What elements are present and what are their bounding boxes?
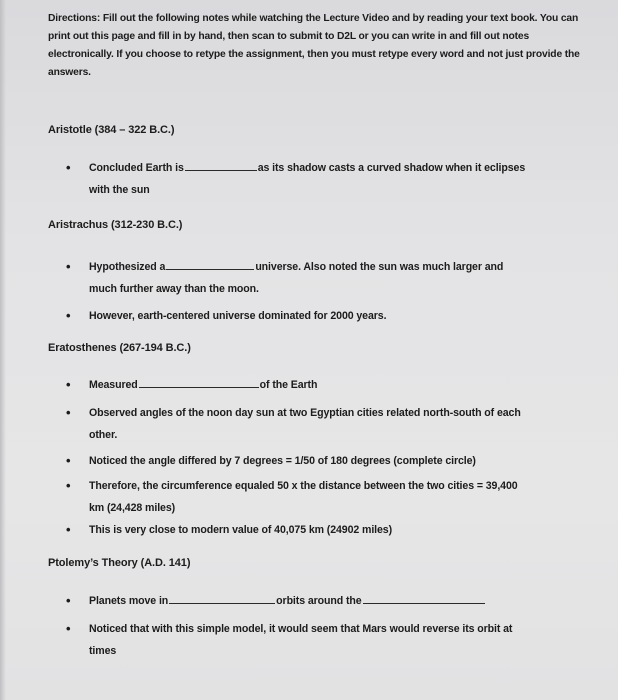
bullet-text: universe. Also noted the sun was much larger and: [255, 261, 504, 273]
bullet-dot-icon: •: [66, 259, 71, 274]
bullet-ptolemy-1: [66, 590, 566, 612]
directions-label: Directions:: [48, 13, 101, 24]
bullet-dot-icon: •: [66, 377, 71, 392]
fill-in-blank[interactable]: [139, 376, 259, 388]
bullet-eratosthenes-5: [66, 519, 566, 541]
bullet-eratosthenes-1: [66, 374, 566, 396]
bullet-aristrachus-2: [66, 305, 566, 327]
bullet-dot-icon: •: [66, 308, 71, 323]
bullet-dot-icon: •: [66, 621, 71, 636]
bullet-text: Concluded Earth is: [89, 162, 184, 174]
bullet-text-continued: much further away than the moon.: [89, 283, 259, 295]
bullet-eratosthenes-2: [66, 402, 566, 446]
bullet-eratosthenes-4: [66, 475, 566, 519]
heading-aristotle: Aristotle (384 – 322 B.C.): [48, 124, 175, 136]
heading-aristrachus: Aristrachus (312-230 B.C.): [48, 219, 183, 231]
bullet-text: This is very close to modern value of 40,075 km (24902 miles): [89, 524, 393, 536]
bullet-aristrachus-1: [66, 256, 566, 300]
bullet-text: Planets move in: [89, 595, 169, 607]
directions-text: Fill out the following notes while watching the Lecture Video and by reading your text book. You can print out this page and fill in by hand, then scan to submit to D2L or you can write in and fill out notes electronically. If you choose to retype the assignment, then you must retype every word and not just provide the answers.: [48, 13, 580, 78]
bullet-dot-icon: •: [66, 453, 71, 468]
bullet-text: However, earth-centered universe dominated for 2000 years.: [89, 310, 387, 322]
heading-ptolemy: Ptolemy’s Theory (A.D. 141): [48, 557, 191, 569]
bullet-text: of the Earth: [259, 379, 318, 391]
bullet-text-continued: other.: [89, 429, 118, 441]
bullet-dot-icon: •: [66, 593, 71, 608]
bullet-text: Hypothesized a: [89, 261, 166, 273]
bullet-text: Observed angles of the noon day sun at two Egyptian cities related north-south of each: [89, 407, 521, 419]
bullet-dot-icon: •: [66, 522, 71, 537]
fill-in-blank[interactable]: [185, 159, 257, 171]
bullet-dot-icon: •: [66, 160, 71, 175]
bullet-aristotle-1: [66, 157, 566, 201]
fill-in-blank[interactable]: [363, 592, 485, 604]
bullet-text-continued: with the sun: [89, 184, 150, 196]
bullet-ptolemy-2: [66, 618, 566, 662]
bullet-dot-icon: •: [66, 405, 71, 420]
bullet-text: orbits around the: [276, 595, 362, 607]
bullet-text: Measured: [89, 379, 138, 391]
fill-in-blank[interactable]: [166, 258, 254, 270]
bullet-dot-icon: •: [66, 478, 71, 493]
bullet-eratosthenes-3: [66, 450, 566, 472]
bullet-text: as its shadow casts a curved shadow when it eclipses: [257, 162, 526, 174]
directions-paragraph: [48, 10, 593, 82]
bullet-text-continued: km (24,428 miles): [89, 502, 176, 514]
bullet-text: Therefore, the circumference equaled 50 x the distance between the two cities = 39,400: [89, 480, 518, 492]
bullet-text-continued: times: [89, 645, 117, 657]
fill-in-blank[interactable]: [169, 592, 275, 604]
heading-eratosthenes: Eratosthenes (267-194 B.C.): [48, 342, 191, 354]
bullet-text: Noticed that with this simple model, it would seem that Mars would reverse its orbit at: [89, 623, 513, 635]
bullet-text: Noticed the angle differed by 7 degrees = 1/50 of 180 degrees (complete circle): [89, 455, 476, 467]
